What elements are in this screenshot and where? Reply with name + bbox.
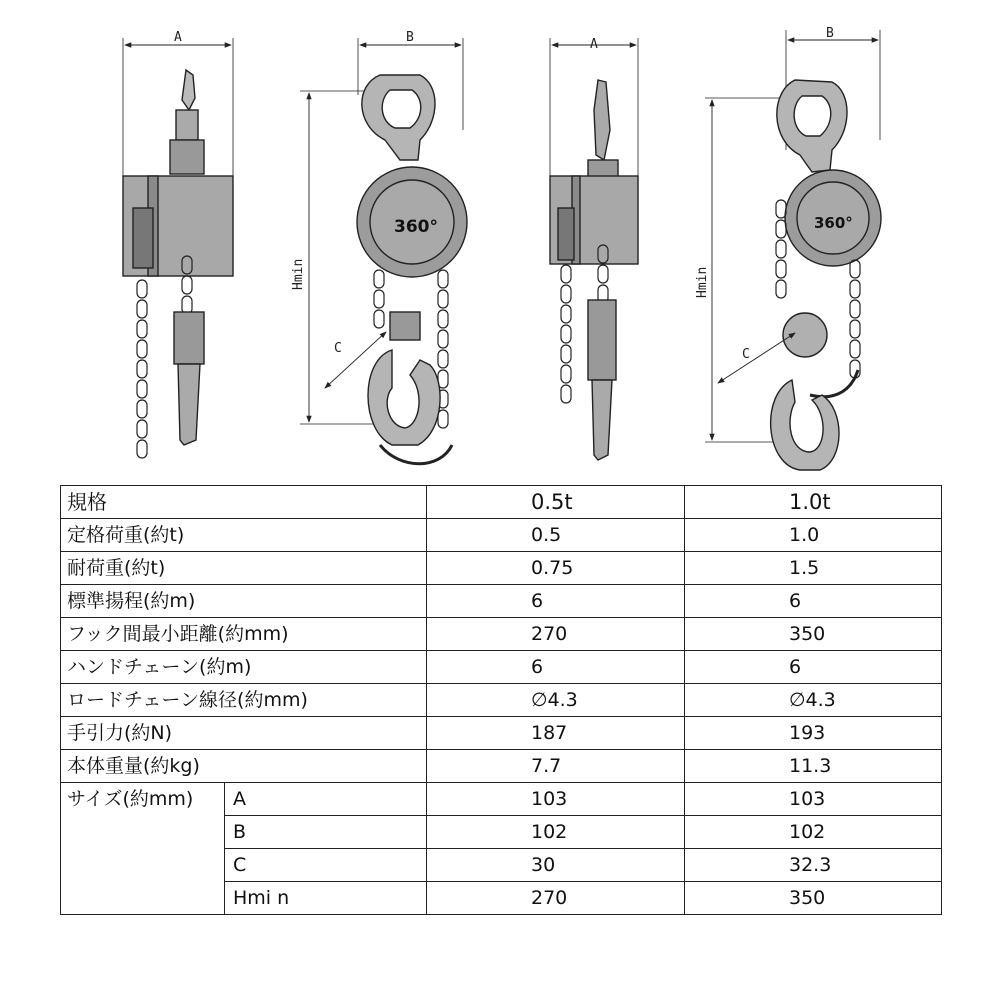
spec-row-label: 定格荷重(約t): [61, 519, 427, 552]
spec-row-value-10t: 1.0: [685, 519, 942, 552]
fig2-dim-hmin-label: Hmin: [291, 258, 306, 290]
side-view-10t: [550, 38, 638, 460]
technical-drawing: [0, 0, 1000, 480]
spec-row-value-05t: 270: [427, 618, 685, 651]
size-value-10t: 103: [685, 783, 942, 816]
size-value-05t: 102: [427, 816, 685, 849]
size-sub-label: A: [225, 783, 427, 816]
size-row: [61, 783, 942, 816]
spec-row: [61, 717, 942, 750]
spec-header-row: [61, 486, 942, 519]
size-sub-label: C: [225, 849, 427, 882]
fig4-360-badge: 360°: [814, 214, 853, 232]
spec-header-col2: 1.0t: [685, 486, 942, 519]
front-view-10t: [705, 30, 881, 470]
spec-table: [60, 485, 942, 915]
spec-row: [61, 651, 942, 684]
spec-row-value-10t: 193: [685, 717, 942, 750]
hoist-drawings: [0, 0, 1000, 480]
fig4-dim-b-label: B: [826, 26, 834, 41]
fig4-dim-hmin-label: Hmin: [695, 266, 710, 298]
spec-row-label: 耐荷重(約t): [61, 552, 427, 585]
spec-row-value-05t: 0.5: [427, 519, 685, 552]
size-value-10t: 350: [685, 882, 942, 915]
spec-row-value-10t: ∅4.3: [685, 684, 942, 717]
spec-row-value-10t: 350: [685, 618, 942, 651]
fig2-dim-c-label: C: [334, 341, 342, 356]
spec-row-label: 標準揚程(約m): [61, 585, 427, 618]
size-sub-label: B: [225, 816, 427, 849]
spec-row-value-10t: 6: [685, 651, 942, 684]
spec-row-value-10t: 11.3: [685, 750, 942, 783]
spec-row: [61, 519, 942, 552]
spec-row-value-05t: ∅4.3: [427, 684, 685, 717]
size-value-10t: 32.3: [685, 849, 942, 882]
fig3-dim-a-label: A: [590, 37, 598, 52]
size-group-label: サイズ(約mm): [61, 783, 225, 915]
spec-row-label: 本体重量(約kg): [61, 750, 427, 783]
spec-row-value-10t: 6: [685, 585, 942, 618]
size-value-05t: 270: [427, 882, 685, 915]
spec-row-label: フック間最小距離(約mm): [61, 618, 427, 651]
size-value-10t: 102: [685, 816, 942, 849]
spec-row-value-05t: 7.7: [427, 750, 685, 783]
spec-row: [61, 684, 942, 717]
spec-row: [61, 552, 942, 585]
size-sub-label: Hmi n: [225, 882, 427, 915]
spec-row: [61, 618, 942, 651]
front-view-05t: [300, 38, 467, 464]
spec-row: [61, 585, 942, 618]
spec-row-label: ロードチェーン線径(約mm): [61, 684, 427, 717]
side-view-05t: [123, 38, 233, 458]
spec-row-value-05t: 0.75: [427, 552, 685, 585]
fig2-360-badge: 360°: [394, 217, 438, 237]
size-value-05t: 30: [427, 849, 685, 882]
fig4-dim-c-label: C: [742, 347, 750, 362]
spec-header-col1: 0.5t: [427, 486, 685, 519]
spec-row-value-05t: 6: [427, 585, 685, 618]
spec-row: [61, 750, 942, 783]
spec-row-value-05t: 6: [427, 651, 685, 684]
spec-header-label: 規格: [61, 486, 427, 519]
spec-row-value-10t: 1.5: [685, 552, 942, 585]
fig2-dim-b-label: B: [406, 30, 414, 45]
spec-row-value-05t: 187: [427, 717, 685, 750]
spec-row-label: 手引力(約N): [61, 717, 427, 750]
fig1-dim-a-label: A: [174, 30, 182, 45]
size-value-05t: 103: [427, 783, 685, 816]
spec-row-label: ハンドチェーン(約m): [61, 651, 427, 684]
